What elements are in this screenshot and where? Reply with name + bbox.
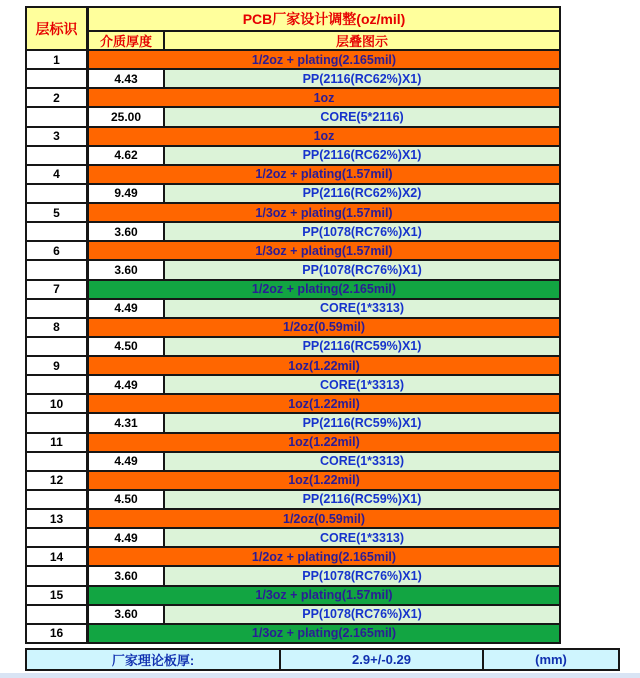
copper-layer-row <box>27 355 559 374</box>
material-cell: CORE(1*3313) <box>165 453 559 470</box>
empty-layer-cell <box>27 300 89 317</box>
dielectric-row <box>27 145 559 164</box>
dielectric-row <box>27 183 559 202</box>
copper-layer-row <box>27 279 559 298</box>
dielectric-row <box>27 298 559 317</box>
empty-layer-cell <box>27 223 89 240</box>
pcb-stackup-table <box>25 6 561 644</box>
layer-number-cell: 11 <box>27 434 89 451</box>
material-cell: PP(2116(RC59%)X1) <box>165 491 559 508</box>
copper-band-cell: 1/2oz + plating(2.165mil) <box>89 548 559 565</box>
copper-layer-row <box>27 508 559 527</box>
layer-number-cell: 9 <box>27 357 89 374</box>
copper-band-cell: 1oz(1.22mil) <box>89 434 559 451</box>
material-cell: PP(1078(RC76%)X1) <box>165 606 559 623</box>
empty-layer-cell <box>27 606 89 623</box>
material-cell: CORE(5*2116) <box>165 108 559 125</box>
layer-number-cell: 1 <box>27 51 89 68</box>
copper-band-cell: 1oz(1.22mil) <box>89 395 559 412</box>
dielectric-row <box>27 221 559 240</box>
layer-number-cell: 5 <box>27 204 89 221</box>
thickness-cell: 3.60 <box>89 606 165 623</box>
copper-layer-row <box>27 585 559 604</box>
page-bottom-strip <box>0 673 640 678</box>
board-thickness-footer <box>25 648 620 671</box>
dielectric-row <box>27 489 559 508</box>
layer-number-cell: 8 <box>27 319 89 336</box>
layer-number-cell: 6 <box>27 242 89 259</box>
layer-number-cell: 16 <box>27 625 89 642</box>
material-cell: PP(1078(RC76%)X1) <box>165 567 559 584</box>
material-cell: PP(2116(RC62%)X1) <box>165 147 559 164</box>
thickness-cell: 4.50 <box>89 338 165 355</box>
empty-layer-cell <box>27 338 89 355</box>
copper-band-cell: 1oz <box>89 128 559 145</box>
copper-layer-row <box>27 317 559 336</box>
thickness-cell: 4.43 <box>89 70 165 87</box>
copper-layer-row <box>27 87 559 106</box>
layer-number-cell: 3 <box>27 128 89 145</box>
layer-number-cell: 14 <box>27 548 89 565</box>
copper-layer-row <box>27 623 559 642</box>
layer-number-cell: 7 <box>27 281 89 298</box>
layer-number-cell: 12 <box>27 472 89 489</box>
header-right <box>89 8 559 49</box>
thickness-cell: 4.49 <box>89 300 165 317</box>
copper-band-cell: 1oz <box>89 89 559 106</box>
material-cell: PP(2116(RC59%)X1) <box>165 414 559 431</box>
copper-band-cell: 1/2oz(0.59mil) <box>89 510 559 527</box>
thickness-cell: 3.60 <box>89 261 165 278</box>
dielectric-row <box>27 374 559 393</box>
footer-thickness-value: 2.9+/-0.29 <box>281 650 484 669</box>
stackup-rows <box>27 49 559 642</box>
copper-layer-row <box>27 393 559 412</box>
thickness-cell: 4.31 <box>89 414 165 431</box>
empty-layer-cell <box>27 147 89 164</box>
copper-band-cell: 1oz(1.22mil) <box>89 357 559 374</box>
empty-layer-cell <box>27 491 89 508</box>
copper-band-cell: 1/3oz + plating(2.165mil) <box>89 625 559 642</box>
copper-layer-row <box>27 126 559 145</box>
empty-layer-cell <box>27 70 89 87</box>
empty-layer-cell <box>27 376 89 393</box>
dielectric-row <box>27 259 559 278</box>
material-cell: CORE(1*3313) <box>165 529 559 546</box>
footer-unit: (mm) <box>535 652 567 667</box>
layer-number-cell: 15 <box>27 587 89 604</box>
dielectric-row <box>27 451 559 470</box>
copper-layer-row <box>27 432 559 451</box>
material-cell: PP(1078(RC76%)X1) <box>165 261 559 278</box>
layer-number-cell: 13 <box>27 510 89 527</box>
layer-number-cell: 2 <box>27 89 89 106</box>
thickness-cell: 4.49 <box>89 376 165 393</box>
empty-layer-cell <box>27 414 89 431</box>
material-cell: PP(2116(RC62%)X2) <box>165 185 559 202</box>
material-cell: PP(1078(RC76%)X1) <box>165 223 559 240</box>
copper-band-cell: 1/2oz + plating(1.57mil) <box>89 166 559 183</box>
empty-layer-cell <box>27 453 89 470</box>
copper-layer-row <box>27 49 559 68</box>
empty-layer-cell <box>27 261 89 278</box>
thickness-cell: 4.49 <box>89 453 165 470</box>
copper-band-cell: 1/2oz + plating(2.165mil) <box>89 281 559 298</box>
empty-layer-cell <box>27 185 89 202</box>
empty-layer-cell <box>27 529 89 546</box>
dielectric-row <box>27 106 559 125</box>
subheader-row <box>89 32 559 49</box>
dielectric-row <box>27 527 559 546</box>
material-cell: PP(2116(RC59%)X1) <box>165 338 559 355</box>
copper-band-cell: 1/3oz + plating(1.57mil) <box>89 204 559 221</box>
copper-band-cell: 1/2oz(0.59mil) <box>89 319 559 336</box>
footer-label: 厂家理论板厚: <box>27 650 281 669</box>
dielectric-row <box>27 412 559 431</box>
thickness-cell: 9.49 <box>89 185 165 202</box>
dielectric-row <box>27 565 559 584</box>
copper-layer-row <box>27 202 559 221</box>
thickness-cell: 25.00 <box>89 108 165 125</box>
copper-band-cell: 1/2oz + plating(2.165mil) <box>89 51 559 68</box>
copper-band-cell: 1/3oz + plating(1.57mil) <box>89 242 559 259</box>
copper-band-cell: 1/3oz + plating(1.57mil) <box>89 587 559 604</box>
material-cell: CORE(1*3313) <box>165 376 559 393</box>
thickness-cell: 4.62 <box>89 147 165 164</box>
empty-layer-cell <box>27 108 89 125</box>
thickness-cell: 3.60 <box>89 567 165 584</box>
dielectric-row <box>27 336 559 355</box>
copper-band-cell: 1oz(1.22mil) <box>89 472 559 489</box>
dielectric-thickness-header-cell: 介质厚度 <box>89 32 165 49</box>
thickness-cell: 4.49 <box>89 529 165 546</box>
layer-number-cell: 4 <box>27 166 89 183</box>
material-cell: PP(2116(RC62%)X1) <box>165 70 559 87</box>
material-cell: CORE(1*3313) <box>165 300 559 317</box>
empty-layer-cell <box>27 567 89 584</box>
copper-layer-row <box>27 164 559 183</box>
table-header <box>27 8 559 49</box>
copper-layer-row <box>27 240 559 259</box>
dielectric-row <box>27 604 559 623</box>
thickness-cell: 4.50 <box>89 491 165 508</box>
copper-layer-row <box>27 546 559 565</box>
dielectric-row <box>27 68 559 87</box>
stackup-diagram-header-cell: 层叠图示 <box>165 32 559 49</box>
layer-id-header-cell: 层标识 <box>27 8 89 49</box>
layer-number-cell: 10 <box>27 395 89 412</box>
table-title: PCB厂家设计调整(oz/mil) <box>89 8 559 32</box>
thickness-cell: 3.60 <box>89 223 165 240</box>
copper-layer-row <box>27 470 559 489</box>
